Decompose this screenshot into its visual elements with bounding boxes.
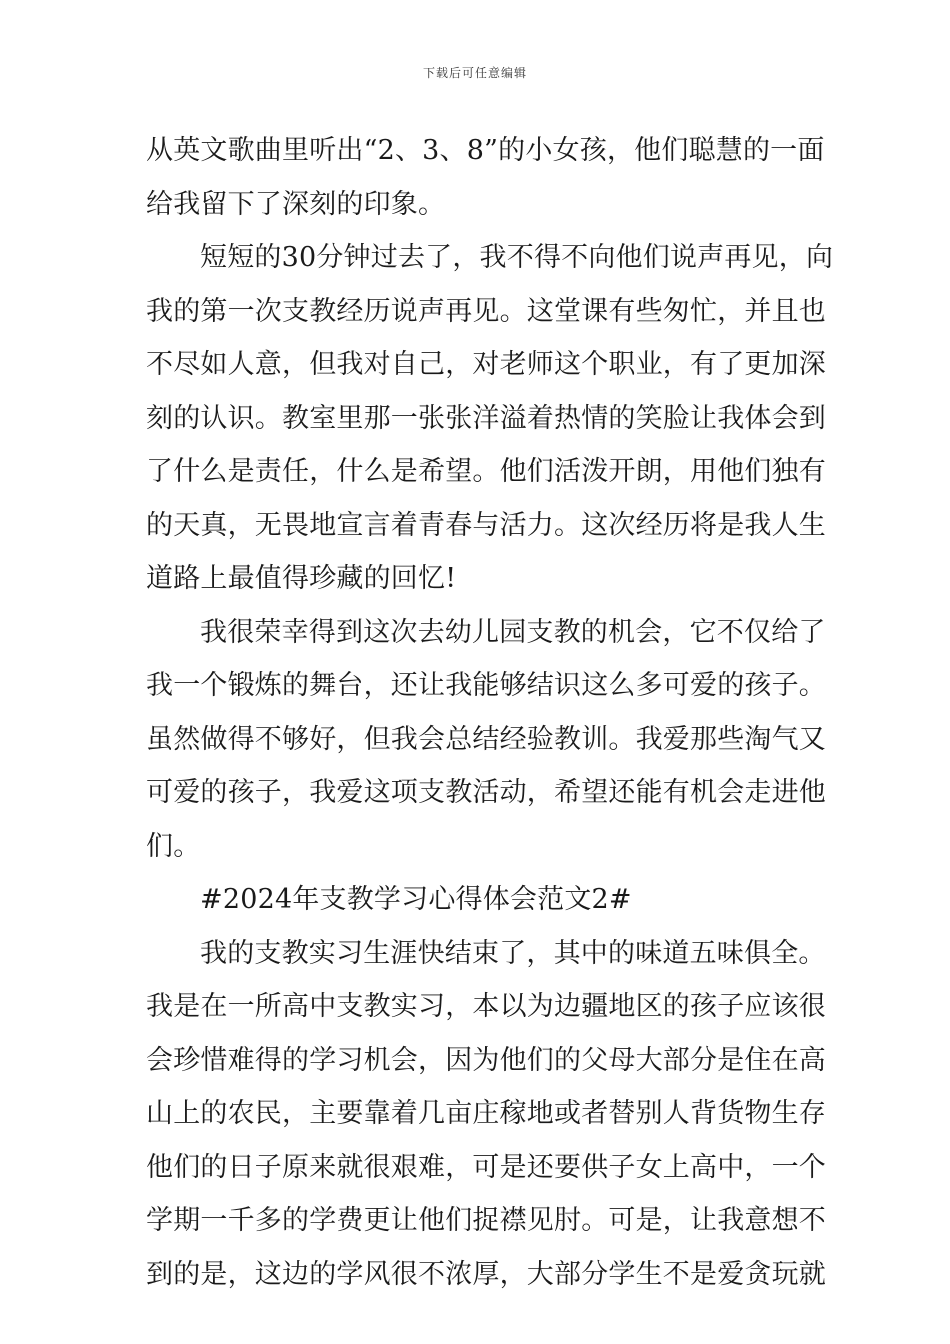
text-line: 会珍惜难得的学习机会，因为他们的父母大部分是住在高: [146, 1044, 826, 1076]
text-line: 我的第一次支教经历说声再见。这堂课有些匆忙，并且也: [146, 295, 826, 327]
text-line: 到的是，这边的学风很不浓厚，大部分学生不是爱贪玩就: [146, 1258, 826, 1290]
text-line: 学期一千多的学费更让他们捉襟见肘。可是，让我意想不: [146, 1205, 826, 1236]
text-line: 从英文歌曲里听出“2、3、8”的小女孩，他们聪慧的一面: [146, 135, 825, 166]
text-line: 们。: [146, 830, 201, 862]
text-line: 山上的农民，主要靠着几亩庄稼地或者替别人背货物生存: [146, 1098, 826, 1129]
header-note: 下载后可任意编辑: [422, 66, 527, 80]
text-line: 刻的认识。教室里那一张张洋溢着热情的笑脸让我体会到: [146, 402, 826, 434]
text-line: 我一个锻炼的舞台，还让我能够结识这么多可爱的孩子。: [146, 670, 826, 701]
text-line: 给我留下了深刻的印象。: [146, 188, 446, 220]
paragraph-start-line: 我的支教实习生涯快结束了，其中的味道五味俱全。: [200, 937, 826, 969]
text-line: 虽然做得不够好，但我会总结经验教训。我爱那些淘气又: [146, 723, 826, 755]
text-line: 可爱的孩子，我爱这项支教活动，希望还能有机会走进他: [146, 777, 826, 808]
text-line: 道路上最值得珍藏的回忆!: [146, 563, 457, 594]
text-line: 我是在一所高中支教实习，本以为边疆地区的孩子应该很: [146, 991, 826, 1022]
text-line: 了什么是责任，什么是希望。他们活泼开朗，用他们独有: [146, 456, 826, 487]
text-line: 不尽如人意，但我对自己，对老师这个职业，有了更加深: [146, 349, 826, 380]
text-line: 的天真，无畏地宣言着青春与活力。这次经历将是我人生: [146, 509, 826, 541]
text-line: 他们的日子原来就很艰难，可是还要供子女上高中，一个: [146, 1151, 826, 1183]
section-heading: #2024年支教学习心得体会范文2#: [200, 884, 632, 915]
document-body: [146, 124, 834, 1301]
paragraph-start-line: 我很荣幸得到这次去幼儿园支教的机会，它不仅给了: [200, 616, 826, 648]
paragraph-start-line: 短短的30分钟过去了，我不得不向他们说声再见，向: [200, 242, 834, 273]
